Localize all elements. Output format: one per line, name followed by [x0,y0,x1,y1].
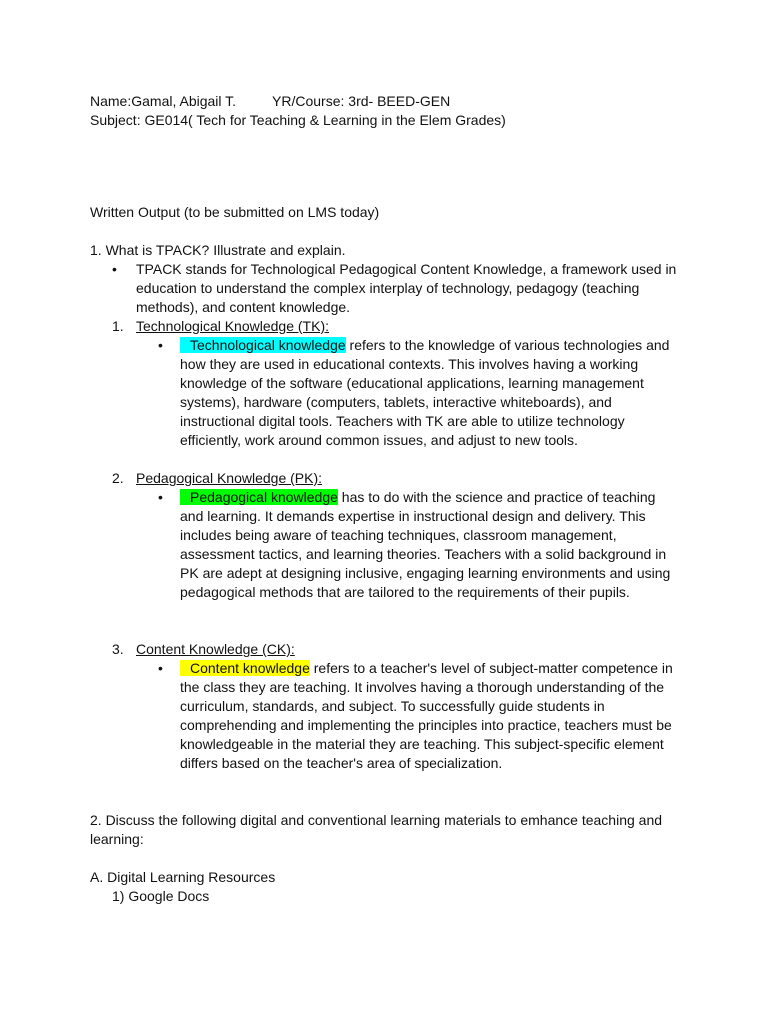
pk-highlight: Pedagogical knowledge [180,489,338,505]
ck-highlight: Content knowledge [180,660,310,676]
pk-description [90,488,680,602]
section-a-heading: A. Digital Learning Resources [90,869,276,885]
tk-heading [90,317,680,336]
bullet-icon: • [112,261,117,277]
pk-text: has to do with the science and practice of teaching and learning. It demands expertise in instructional design and delivery. This includes being aware of teaching techniques, classroom management, assessment tactics, and learning theories. Teachers with a solid background in PK are adept at designing inclusive, engaging learning environments and using pedagogical methods that are tailored to the requirements of their pupils. [180,489,671,600]
written-output-heading: Written Output (to be submitted on LMS today) [90,204,380,220]
tk-text: refers to the knowledge of various technologies and how they are used in educational contexts. This involves having a working knowledge of the software (educational applications, learning management systems), hardware (computers, tablets, interactive whiteboards), and instructional digital tools. Teachers with TK are able to utilize technology efficiently, work around common issues, and adjust to new tools. [180,337,670,448]
tpack-intro [90,260,680,317]
student-course: YR/Course: 3rd- BEED-GEN [272,93,451,109]
subject-line: Subject: GE014( Tech for Teaching & Learning in the Elem Grades) [90,112,506,128]
document-page [90,92,680,906]
tk-number: 1. [112,318,124,334]
pk-heading [90,469,680,488]
student-name: Name:Gamal, Abigail T. [90,93,237,109]
ck-description [90,659,680,773]
bullet-icon: • [158,337,163,353]
bullet-icon: • [158,489,163,505]
pk-number: 2. [112,470,124,486]
question-1: 1. What is TPACK? Illustrate and explain. [90,242,346,258]
tk-highlight: Technological knowledge [180,337,346,353]
pk-title: Pedagogical Knowledge (PK): [136,470,323,486]
ck-title: Content Knowledge (CK): [136,641,295,657]
tk-title: Technological Knowledge (TK): [136,318,329,334]
bullet-icon: • [158,660,163,676]
question-2: 2. Discuss the following digital and conventional learning materials to emhance teaching and learning: [90,812,663,847]
tk-description [90,336,680,450]
tpack-intro-text: TPACK stands for Technological Pedagogical Content Knowledge, a framework used in education to understand the complex interplay of technology, pedagogy (teaching methods), and content knowledge. [136,261,677,315]
google-docs-item: 1) Google Docs [112,888,210,904]
header-name-line [90,92,680,111]
ck-heading [90,640,680,659]
ck-text: refers to a teacher's level of subject-matter competence in the class they are teaching. It involves having a thorough understanding of the curriculum, standards, and subject. To successfully guide students in comprehending and implementing the principles into practice, teachers must be knowledgeable in the material they are teaching. This subject-specific element differs based on the teacher's area of specialization. [180,660,673,771]
ck-number: 3. [112,641,124,657]
